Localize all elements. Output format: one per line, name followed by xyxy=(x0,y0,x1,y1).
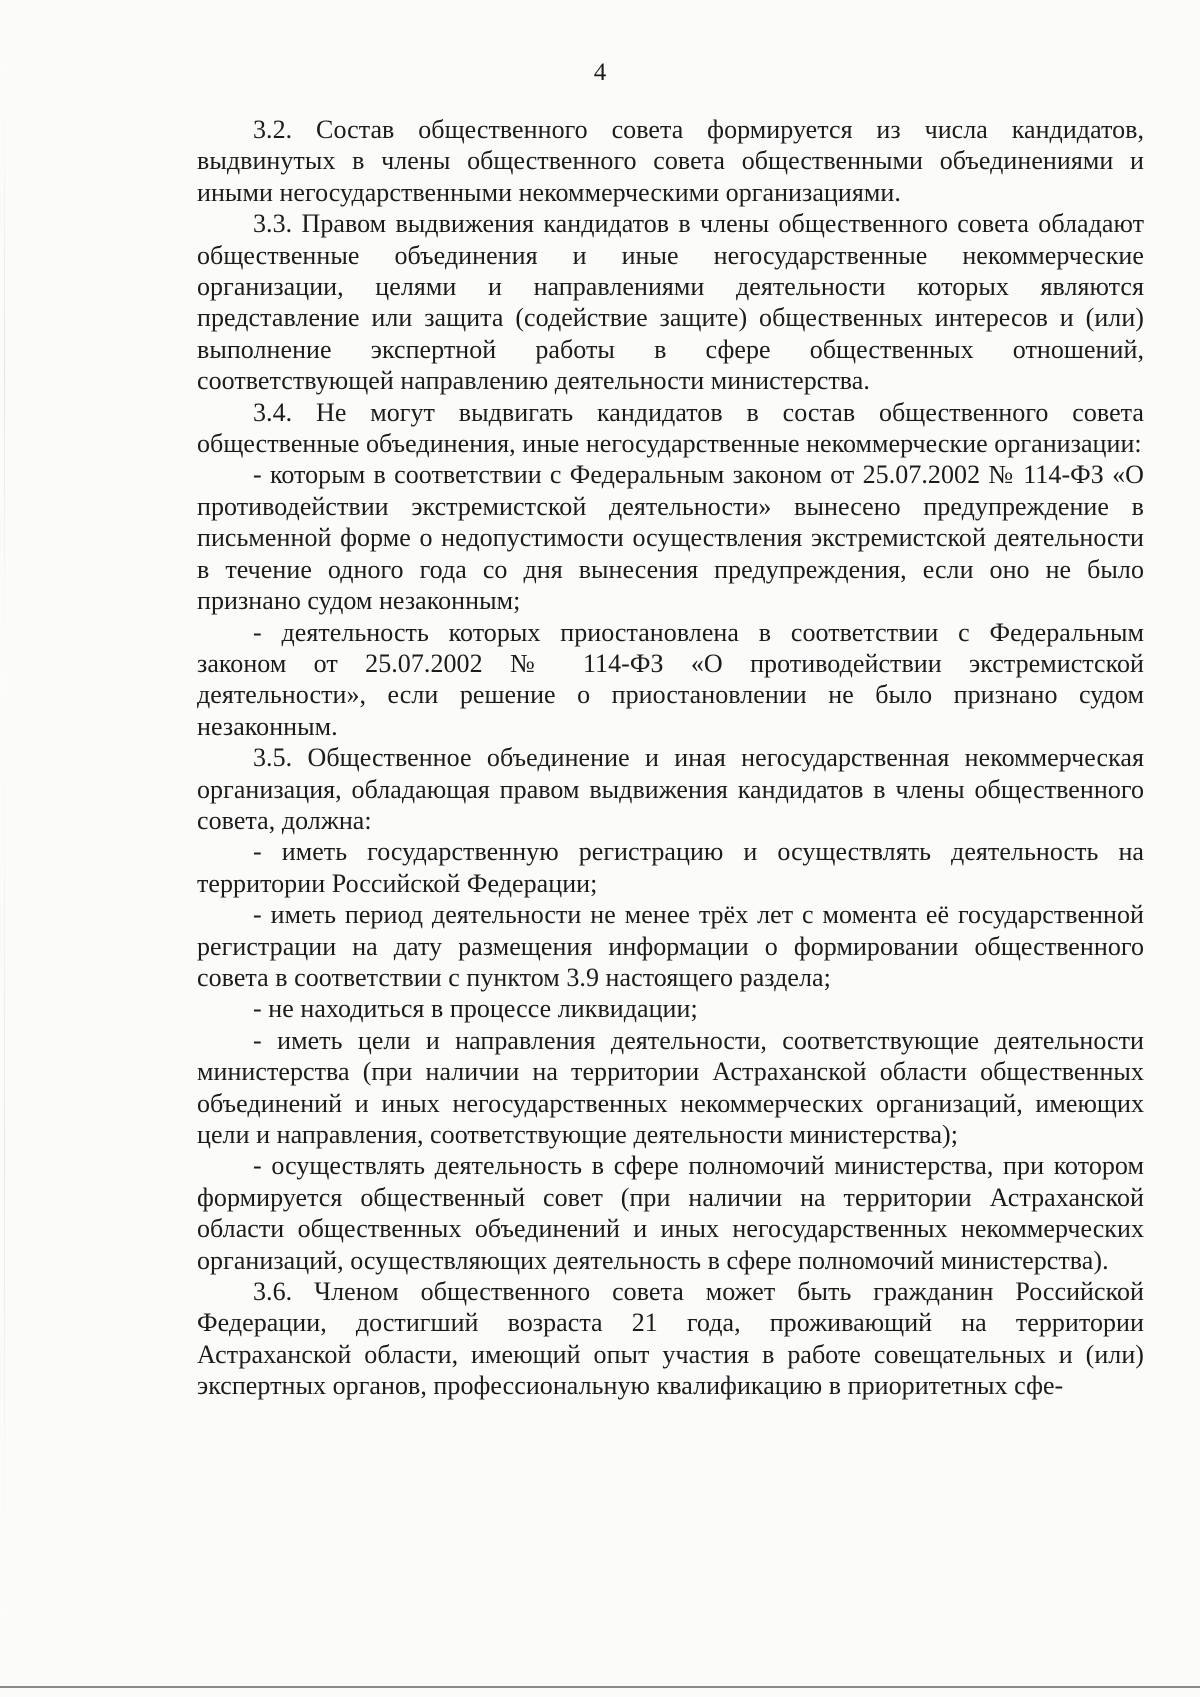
list-item: - осуществлять деятельность в сфере полномочий министерства, при котором формируется общественный совет (при наличии на территории Астраханской области общественных объединений и иных негосударственных некоммерческих организаций, осуществляющих деятельность в сфере полномочий министерства). xyxy=(197,1151,1144,1275)
list-item: - которым в соответствии с Федеральным законом от 25.07.2002 № 114-ФЗ «О противодействии экстремистской деятельности» вынесено предупреждение в письменной форме о недопустимости осуществления экстремистской деятельности в течение одного года со дня вынесения предупреждения, если оно не было признано судом незаконным; xyxy=(197,460,1144,616)
bottom-border-line xyxy=(0,1686,1200,1688)
list-item: - иметь государственную регистрацию и осуществлять деятельность на территории Российской Федерации; xyxy=(197,837,1144,898)
paragraph-3-3: 3.3. Правом выдвижения кандидатов в члены общественного совета обладают общественные объединения и иные негосударственные некоммерческие организации, целями и направлениями деятельности которых являются представление или защита (содействие защите) общественных интересов и (или) выполнение экспертной работы в сфере общественных отношений, соответствующей направлению деятельности министерства. xyxy=(197,209,1144,396)
list-item: - не находиться в процессе ликвидации; xyxy=(253,994,698,1024)
paragraph-3-4: 3.4. Не могут выдвигать кандидатов в состав общественного совета общественные объединения, иные негосударственные некоммерческие организации: xyxy=(197,397,1144,459)
list-item: - деятельность которых приостановлена в соответствии с Федеральным законом от 25.07.2002 № 114-ФЗ «О противодействии экстремистской деятельности», если решение о приостановлении не было признано судом незаконным. xyxy=(197,617,1144,741)
document-body xyxy=(197,114,1144,1402)
page-number: 4 xyxy=(593,59,607,86)
paragraph-3-5: 3.5. Общественное объединение и иная негосударственная некоммерческая организация, обладающая правом выдвижения кандидатов в члены общественного совета, должна: xyxy=(197,743,1144,835)
list-item: - иметь цели и направления деятельности, соответствующие деятельности министерства (при наличии на территории Астраханской области общественных объединений и иных негосударственных некоммерческих организаций, имеющих цели и направления, соответствующие деятельности министерства); xyxy=(197,1025,1144,1149)
list-item: - иметь период деятельности не менее трёх лет с момента её государственной регистрации на дату размещения информации о формировании общественного совета в соответствии с пунктом 3.9 настоящего раздела; xyxy=(197,900,1144,992)
scan-edge xyxy=(4,60,5,1620)
paragraph-3-2: 3.2. Состав общественного совета формируется из числа кандидатов, выдвинутых в члены общественного совета общественными объединениями и иными негосударственными некоммерческими организациями. xyxy=(197,115,1144,207)
paragraph-3-6: 3.6. Членом общественного совета может быть гражданин Российской Федерации, достигший возраста 21 года, проживающий на территории Астраханской области, имеющий опыт участия в работе совещательных и (или) экспертных органов, профессиональную квалификацию в приоритетных сфе- xyxy=(197,1277,1144,1401)
